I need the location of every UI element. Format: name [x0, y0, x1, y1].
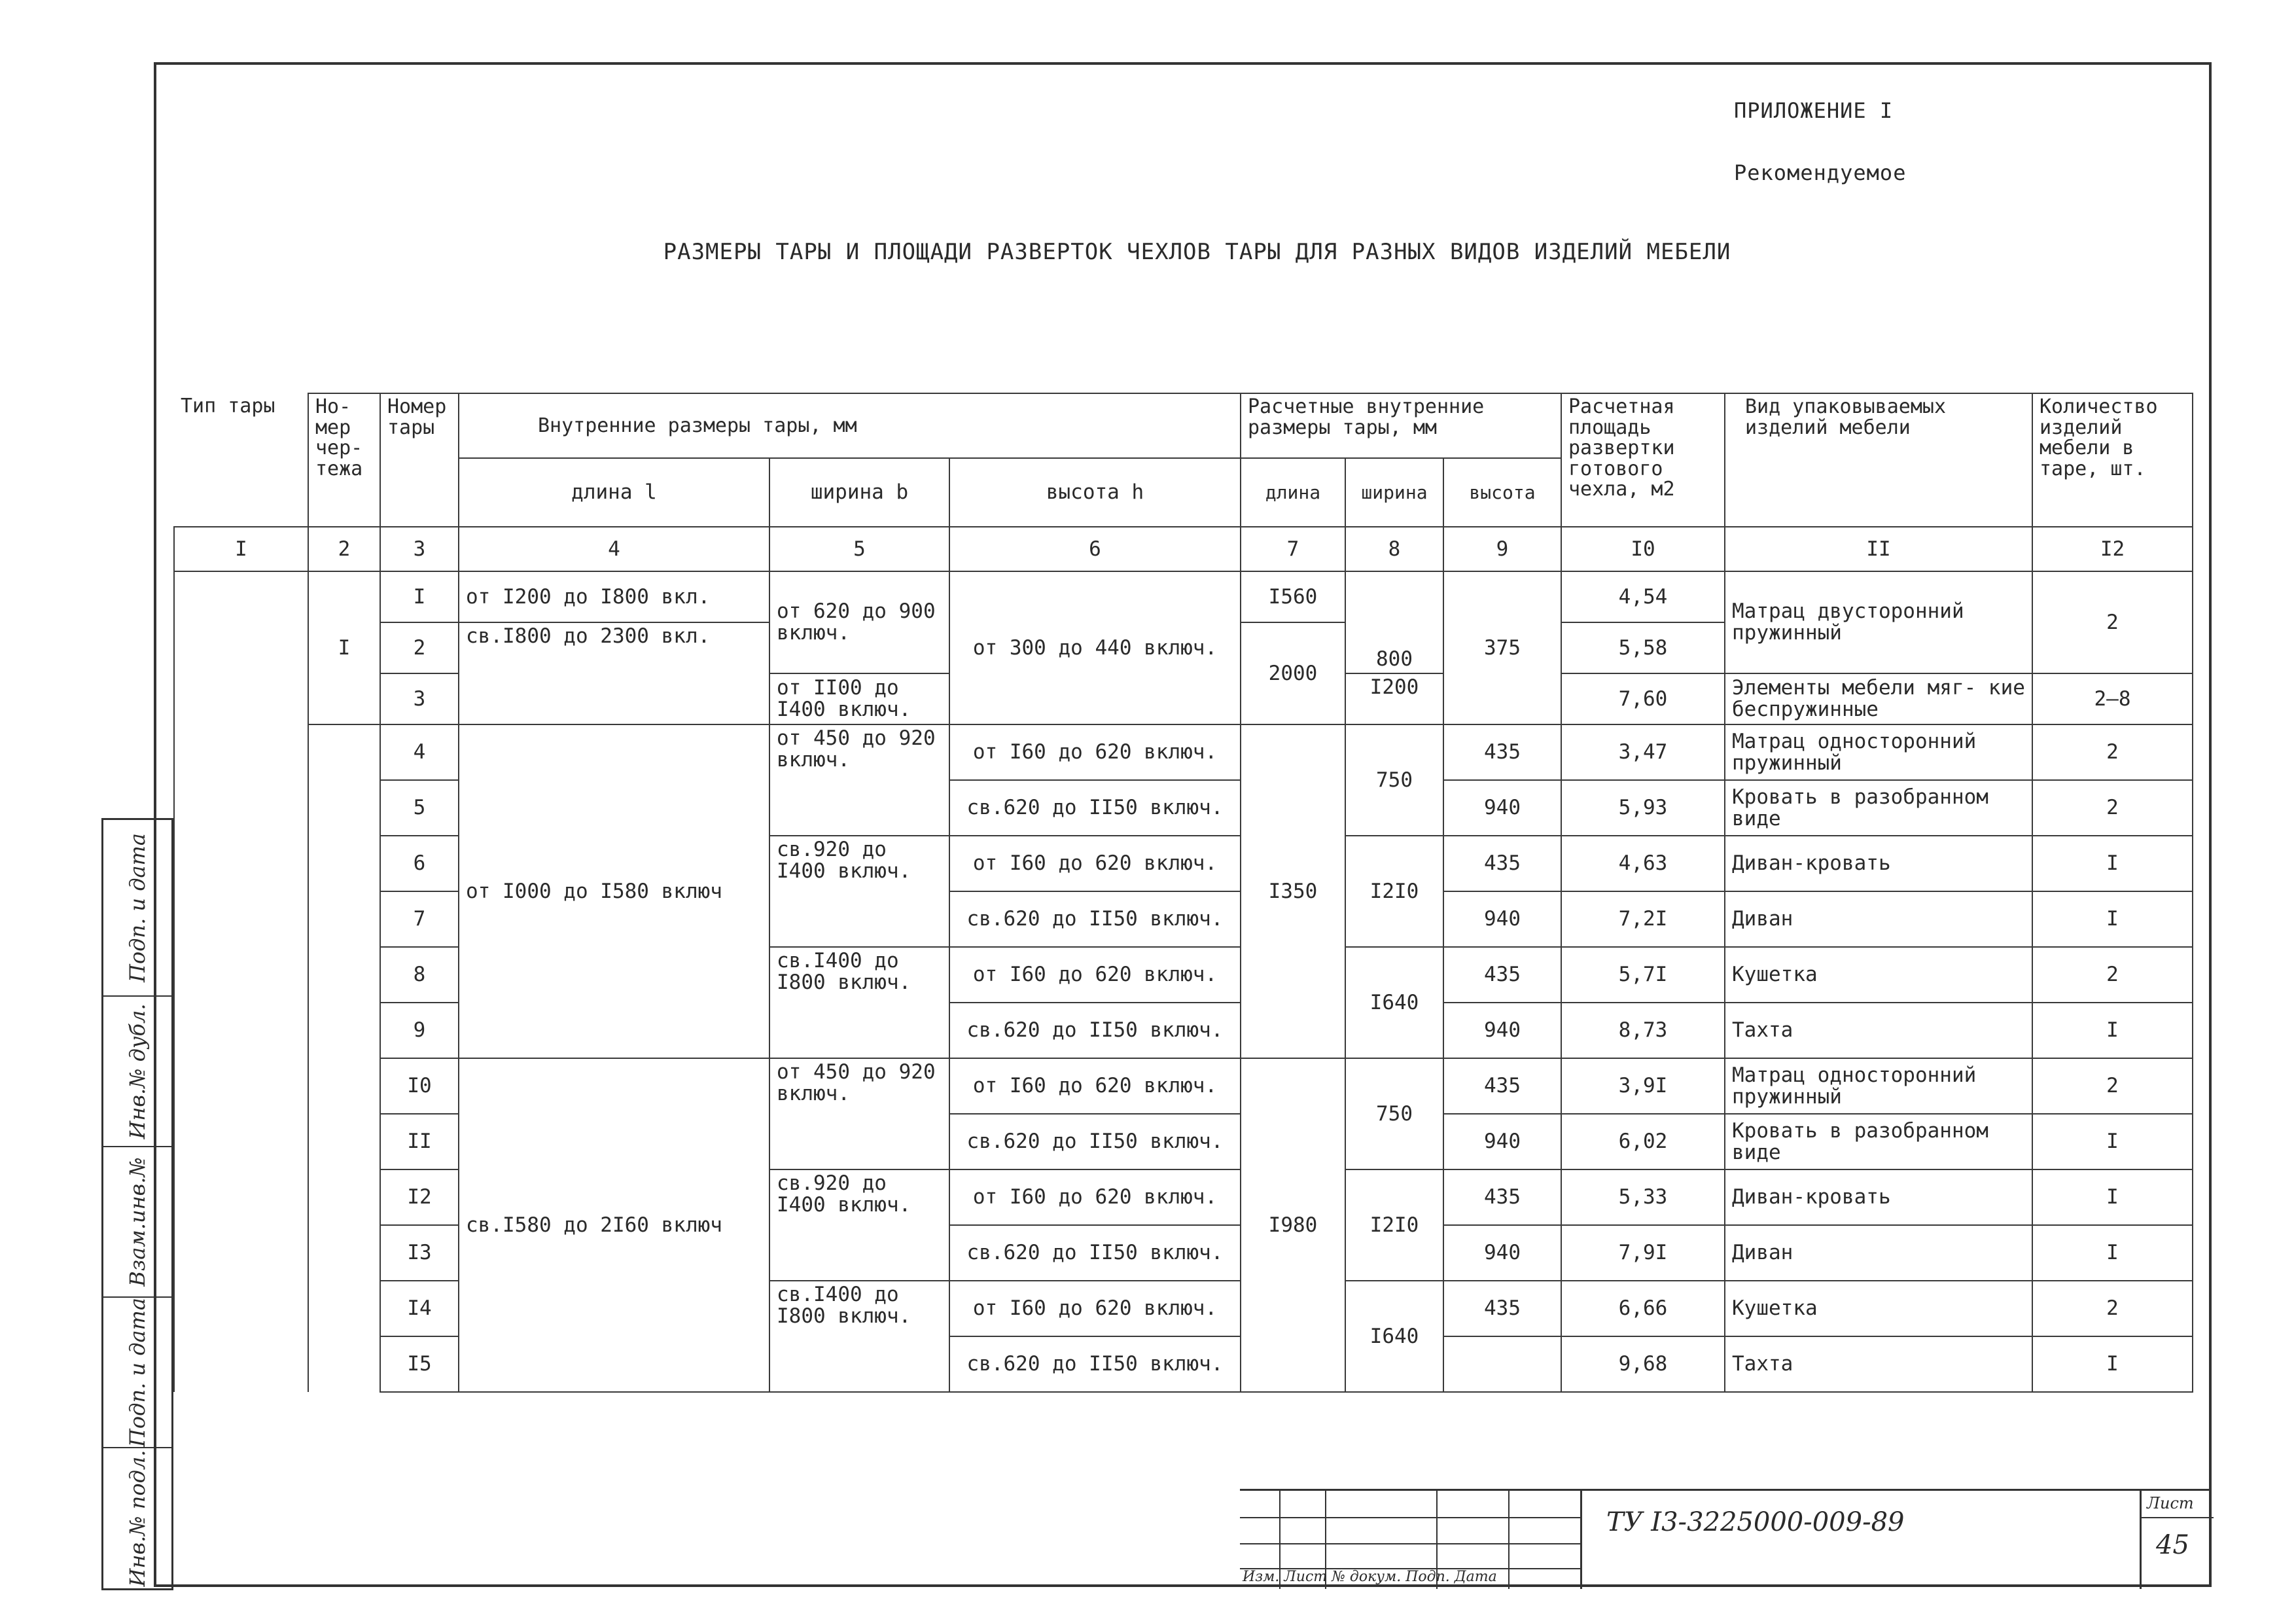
item-kind: Элементы мебели мяг- кие беспружинные: [1725, 673, 2032, 724]
tare-number: I0: [380, 1058, 459, 1114]
length-cell: св.I800 до 2300 вкл.: [459, 622, 769, 724]
item-kind: Матрац двусторонний пружинный: [1725, 571, 2032, 673]
recommended-label: Рекомендуемое: [1734, 160, 1907, 185]
quantity: 2: [2032, 1058, 2193, 1114]
tare-number: I2: [380, 1169, 459, 1225]
tare-number: II: [380, 1114, 459, 1169]
side-cell: [103, 997, 171, 1147]
side-label: Инв.№ подл.: [125, 1450, 150, 1587]
height-cell: от 300 до 440 включ.: [949, 571, 1241, 724]
sheet-label: Лист: [2147, 1494, 2194, 1512]
side-label: Подп. и дата: [125, 833, 150, 982]
side-label: Подп. и дата: [125, 1298, 150, 1447]
calc-height: 940: [1443, 891, 1561, 947]
height-cell: св.620 до II50 включ.: [949, 1003, 1241, 1058]
quantity: 2: [2032, 780, 2193, 836]
calc-width: I200: [1345, 673, 1443, 724]
tare-number: 4: [380, 724, 459, 780]
width-cell: св.I400 до I800 включ.: [769, 1281, 949, 1392]
document-title: РАЗМЕРЫ ТАРЫ И ПЛОЩАДИ РАЗВЕРТОК ЧЕХЛОВ ТАРЫ ДЛЯ РАЗНЫХ ВИДОВ ИЗДЕЛИЙ МЕБЕЛИ: [663, 239, 1731, 265]
quantity: I: [2032, 1003, 2193, 1058]
header-calc-length: длина: [1241, 458, 1345, 527]
header-inner-sizes: Внутренние размеры тары, мм: [459, 393, 1241, 458]
drawing-cell: [308, 724, 380, 1392]
item-kind: Диван: [1725, 891, 2032, 947]
header-calc-sizes: Расчетные внутренние размеры тары, мм: [1241, 393, 1561, 458]
width-cell: от 450 до 920 включ.: [769, 1058, 949, 1169]
item-kind: Диван: [1725, 1225, 2032, 1281]
height-cell: от I60 до 620 включ.: [949, 724, 1241, 780]
sizes-table: [173, 393, 2193, 1393]
table-row: [174, 571, 2193, 622]
height-cell: от I60 до 620 включ.: [949, 1058, 1241, 1114]
tare-number: I5: [380, 1336, 459, 1392]
width-cell: св.920 до I400 включ.: [769, 836, 949, 947]
type-cell: [174, 571, 308, 1392]
item-kind: Матрац односторонний пружинный: [1725, 724, 2032, 780]
width-cell: от 450 до 920 включ.: [769, 724, 949, 836]
area-cell: 3,9I: [1561, 1058, 1725, 1114]
calc-width: I640: [1345, 1281, 1443, 1392]
calc-length: I560: [1241, 571, 1345, 622]
area-cell: 5,7I: [1561, 947, 1725, 1003]
header-width: ширина b: [769, 458, 949, 527]
table-row: [174, 724, 2193, 780]
tare-number: I4: [380, 1281, 459, 1336]
calc-length: I980: [1241, 1058, 1345, 1392]
quantity: I: [2032, 1169, 2193, 1225]
tare-number: I3: [380, 1225, 459, 1281]
item-kind: Матрац односторонний пружинный: [1725, 1058, 2032, 1114]
col-number: II: [1725, 527, 2032, 571]
header-length: длина l: [459, 458, 769, 527]
revision-grid: [1240, 1491, 1582, 1589]
col-number: 2: [308, 527, 380, 571]
appendix-label: ПРИЛОЖЕНИЕ I: [1734, 98, 1894, 123]
item-kind: Тахта: [1725, 1336, 2032, 1392]
area-cell: 7,2I: [1561, 891, 1725, 947]
side-cell: [103, 820, 171, 997]
sheet-box: [2140, 1491, 2214, 1589]
calc-height: 940: [1443, 1003, 1561, 1058]
col-number: 9: [1443, 527, 1561, 571]
header-height: высота h: [949, 458, 1241, 527]
area-cell: 6,02: [1561, 1114, 1725, 1169]
length-cell: от I000 до I580 включ: [459, 724, 769, 1058]
tare-number: 3: [380, 673, 459, 724]
length-cell: от I200 до I800 вкл.: [459, 571, 769, 622]
header-type: Тип тары: [174, 393, 308, 527]
col-number: I0: [1561, 527, 1725, 571]
height-cell: от I60 до 620 включ.: [949, 836, 1241, 891]
calc-height: 940: [1443, 1225, 1561, 1281]
side-cell: [103, 1448, 171, 1588]
calc-height: 435: [1443, 724, 1561, 780]
tare-number: 5: [380, 780, 459, 836]
item-kind: Диван-кровать: [1725, 836, 2032, 891]
item-kind: Кровать в разобранном виде: [1725, 780, 2032, 836]
side-stamp: [101, 818, 173, 1590]
length-cell: св.I580 до 2I60 включ: [459, 1058, 769, 1392]
side-label: Взам.инв.№: [125, 1157, 150, 1287]
area-cell: 5,93: [1561, 780, 1725, 836]
width-cell: от 620 до 900 включ.: [769, 571, 949, 673]
side-cell: [103, 1298, 171, 1448]
quantity: 2: [2032, 724, 2193, 780]
height-cell: от I60 до 620 включ.: [949, 947, 1241, 1003]
quantity: I: [2032, 1336, 2193, 1392]
calc-height: 375: [1443, 571, 1561, 724]
col-number: 8: [1345, 527, 1443, 571]
document-code: ТУ I3-3225000-009-89: [1606, 1507, 1905, 1537]
col-number: 6: [949, 527, 1241, 571]
calc-height: 435: [1443, 1058, 1561, 1114]
calc-height: 435: [1443, 836, 1561, 891]
calc-height: [1443, 1336, 1561, 1392]
width-cell: от II00 до I400 включ.: [769, 673, 949, 724]
area-cell: 8,73: [1561, 1003, 1725, 1058]
calc-height: 940: [1443, 780, 1561, 836]
quantity: I: [2032, 1225, 2193, 1281]
tare-number: 8: [380, 947, 459, 1003]
title-block: [1240, 1489, 2212, 1589]
calc-height: 940: [1443, 1114, 1561, 1169]
tare-number: 6: [380, 836, 459, 891]
calc-width: I2I0: [1345, 1169, 1443, 1281]
header-quantity: Количество изделий мебели в таре, шт.: [2032, 393, 2193, 527]
area-cell: 7,9I: [1561, 1225, 1725, 1281]
calc-length: I350: [1241, 724, 1345, 1058]
column-numbers-row: [174, 527, 2193, 571]
area-cell: 6,66: [1561, 1281, 1725, 1336]
table-row: [174, 1058, 2193, 1114]
quantity: 2–8: [2032, 673, 2193, 724]
height-cell: от I60 до 620 включ.: [949, 1281, 1241, 1336]
calc-height: 435: [1443, 1281, 1561, 1336]
calc-height: 435: [1443, 1169, 1561, 1225]
col-number: 3: [380, 527, 459, 571]
sheet-number: 45: [2156, 1530, 2189, 1560]
item-kind: Диван-кровать: [1725, 1169, 2032, 1225]
item-kind: Кушетка: [1725, 947, 2032, 1003]
calc-height: 435: [1443, 947, 1561, 1003]
height-cell: св.620 до II50 включ.: [949, 1336, 1241, 1392]
height-cell: св.620 до II50 включ.: [949, 1225, 1241, 1281]
area-cell: 7,60: [1561, 673, 1725, 724]
header-row: [174, 393, 2193, 458]
item-kind: Тахта: [1725, 1003, 2032, 1058]
col-number: 7: [1241, 527, 1345, 571]
col-number: I2: [2032, 527, 2193, 571]
drawing-cell: I: [308, 571, 380, 724]
header-calc-width: ширина: [1345, 458, 1443, 527]
area-cell: 4,54: [1561, 571, 1725, 622]
quantity: 2: [2032, 947, 2193, 1003]
calc-width: 800: [1345, 571, 1443, 673]
calc-width: I640: [1345, 947, 1443, 1058]
quantity: 2: [2032, 571, 2193, 673]
area-cell: 3,47: [1561, 724, 1725, 780]
side-label: Инв.№ дубл.: [125, 1003, 150, 1139]
header-item-kind: Вид упаковываемых изделий мебели: [1725, 393, 2032, 527]
item-kind: Кровать в разобранном виде: [1725, 1114, 2032, 1169]
quantity: I: [2032, 1114, 2193, 1169]
tare-number: 9: [380, 1003, 459, 1058]
side-cell: [103, 1147, 171, 1298]
quantity: I: [2032, 836, 2193, 891]
area-cell: 9,68: [1561, 1336, 1725, 1392]
area-cell: 5,58: [1561, 622, 1725, 673]
height-cell: св.620 до II50 включ.: [949, 891, 1241, 947]
header-tare-no: Номер тары: [380, 393, 459, 527]
area-cell: 4,63: [1561, 836, 1725, 891]
width-cell: св.920 до I400 включ.: [769, 1169, 949, 1281]
width-cell: св.I400 до I800 включ.: [769, 947, 949, 1058]
calc-length: 2000: [1241, 622, 1345, 724]
tare-number: 7: [380, 891, 459, 947]
header-drawing: Но- мер чер- тежа: [308, 393, 380, 527]
calc-width: 750: [1345, 724, 1443, 836]
col-number: 5: [769, 527, 949, 571]
height-cell: св.620 до II50 включ.: [949, 1114, 1241, 1169]
revision-labels: Изм. Лист № докум. Подп. Дата: [1243, 1569, 1497, 1585]
header-area: Расчетная площадь развертки готового чехла, м2: [1561, 393, 1725, 527]
quantity: I: [2032, 891, 2193, 947]
height-cell: от I60 до 620 включ.: [949, 1169, 1241, 1225]
quantity: 2: [2032, 1281, 2193, 1336]
col-number: 4: [459, 527, 769, 571]
item-kind: Кушетка: [1725, 1281, 2032, 1336]
col-number: I: [174, 527, 308, 571]
calc-width: I2I0: [1345, 836, 1443, 947]
tare-number: 2: [380, 622, 459, 673]
header-calc-height: высота: [1443, 458, 1561, 527]
height-cell: св.620 до II50 включ.: [949, 780, 1241, 836]
tare-number: I: [380, 571, 459, 622]
area-cell: 5,33: [1561, 1169, 1725, 1225]
calc-width: 750: [1345, 1058, 1443, 1169]
